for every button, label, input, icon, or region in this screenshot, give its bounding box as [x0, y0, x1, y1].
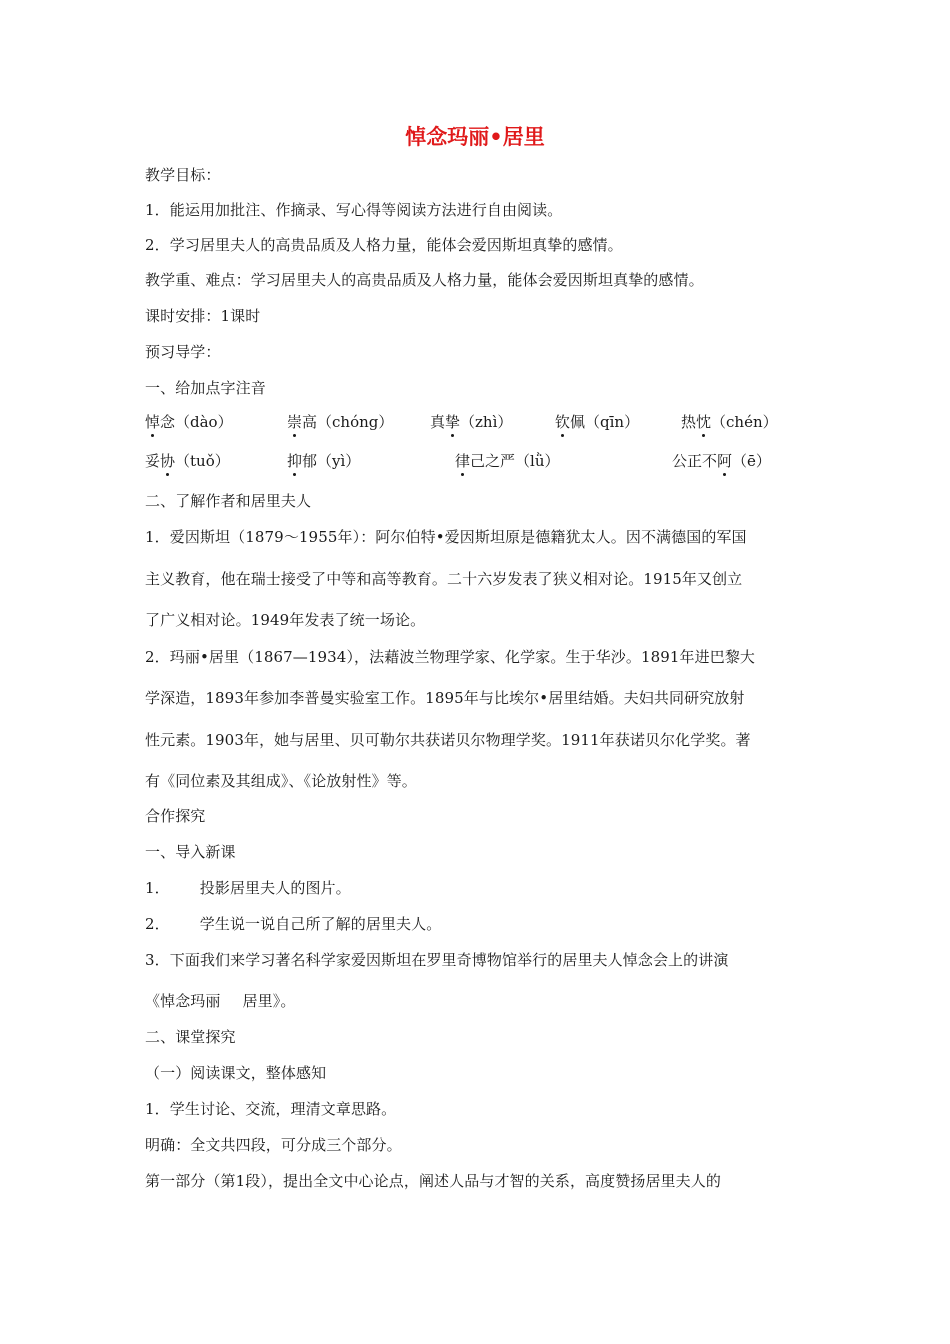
objective-1: 1．能运用加批注、作摘录、写心得等阅读方法进行自由阅读。 [145, 201, 563, 219]
preview-heading: 预习导学： [145, 343, 221, 361]
objective-2: 2．学习居里夫人的高贵品质及人格力量，能体会爱因斯坦真挚的感情。 [145, 236, 623, 254]
pinyin-item: 悼念（dào） [145, 413, 233, 431]
dotted-char: 阿 [717, 452, 733, 470]
dotted-char: 悼 [145, 413, 161, 431]
paragraph-line: 3．下面我们来学习著名科学家爱因斯坦在罗里奇博物馆举行的居里夫人悼念会上的讲演 [145, 951, 729, 969]
pinyin-item: 抑郁（yì） [287, 452, 361, 470]
pinyin-item: 妥协（tuǒ） [145, 452, 230, 470]
objectives-heading: 教学目标： [145, 166, 221, 184]
paragraph-line: 《悼念玛丽 居里》。 [145, 992, 296, 1010]
key-points: 教学重、难点：学习居里夫人的高贵品质及人格力量，能体会爱因斯坦真挚的感情。 [145, 271, 704, 289]
pinyin-item: 真挚（zhì） [430, 413, 513, 431]
dotted-char: 崇 [287, 413, 303, 431]
dotted-char: 钦 [555, 413, 571, 431]
section-heading: 合作探究 [145, 807, 206, 825]
paragraph-line: 1．爱因斯坦（1879～1955年）：阿尔伯特•爱因斯坦原是德籍犹太人。因不满德国的军国 [145, 528, 747, 546]
dotted-char: 协 [160, 452, 176, 470]
page-title: 悼念玛丽•居里 [405, 125, 545, 149]
paragraph-line: 明确：全文共四段，可分成三个部分。 [145, 1136, 402, 1154]
list-item: 1． 投影居里夫人的图片。 [145, 879, 351, 897]
paragraph-line: 学深造，1893年参加李普曼实验室工作。1895年与比埃尔•居里结婚。夫妇共同研究放射 [145, 689, 745, 707]
paragraph-line: 性元素。1903年，她与居里、贝可勒尔共获诺贝尔物理学奖。1911年获诺贝尔化学奖。著 [145, 731, 751, 749]
pinyin-item: 律己之严（lǜ） [455, 452, 560, 470]
paragraph-line: 有《同位素及其组成》、《论放射性》等。 [145, 772, 417, 790]
section-heading: 二、了解作者和居里夫人 [145, 492, 312, 510]
dotted-char: 忱 [696, 413, 712, 431]
paragraph-line: 了广义相对论。1949年发表了统一场论。 [145, 611, 426, 629]
paragraph-line: 主义教育，他在瑞士接受了中等和高等教育。二十六岁发表了狭义相对论。1915年又创立 [145, 570, 743, 588]
section-heading: 二、课堂探究 [145, 1028, 236, 1046]
dotted-char: 挚 [445, 413, 461, 431]
pinyin-item: 热忱（chén） [681, 413, 778, 431]
dotted-char: 律 [455, 452, 471, 470]
pinyin-item: 公正不阿（ē） [672, 452, 771, 470]
pinyin-item: 崇高（chóng） [287, 413, 394, 431]
dotted-char: 抑 [287, 452, 303, 470]
schedule: 课时安排：1课时 [145, 307, 261, 325]
pinyin-heading: 一、给加点字注音 [145, 379, 266, 397]
paragraph-line: 第一部分（第1段），提出全文中心论点，阐述人品与才智的关系，高度赞扬居里夫人的 [145, 1172, 721, 1190]
subsection-heading: （一）阅读课文，整体感知 [145, 1064, 327, 1082]
paragraph-line: 1．学生讨论、交流，理清文章思路。 [145, 1100, 397, 1118]
paragraph-line: 2．玛丽•居里（1867—1934），法藉波兰物理学家、化学家。生于华沙。1891年进巴黎大 [145, 648, 756, 666]
section-heading: 一、导入新课 [145, 843, 236, 861]
list-item: 2． 学生说一说自己所了解的居里夫人。 [145, 915, 442, 933]
pinyin-item: 钦佩（qīn） [555, 413, 640, 431]
